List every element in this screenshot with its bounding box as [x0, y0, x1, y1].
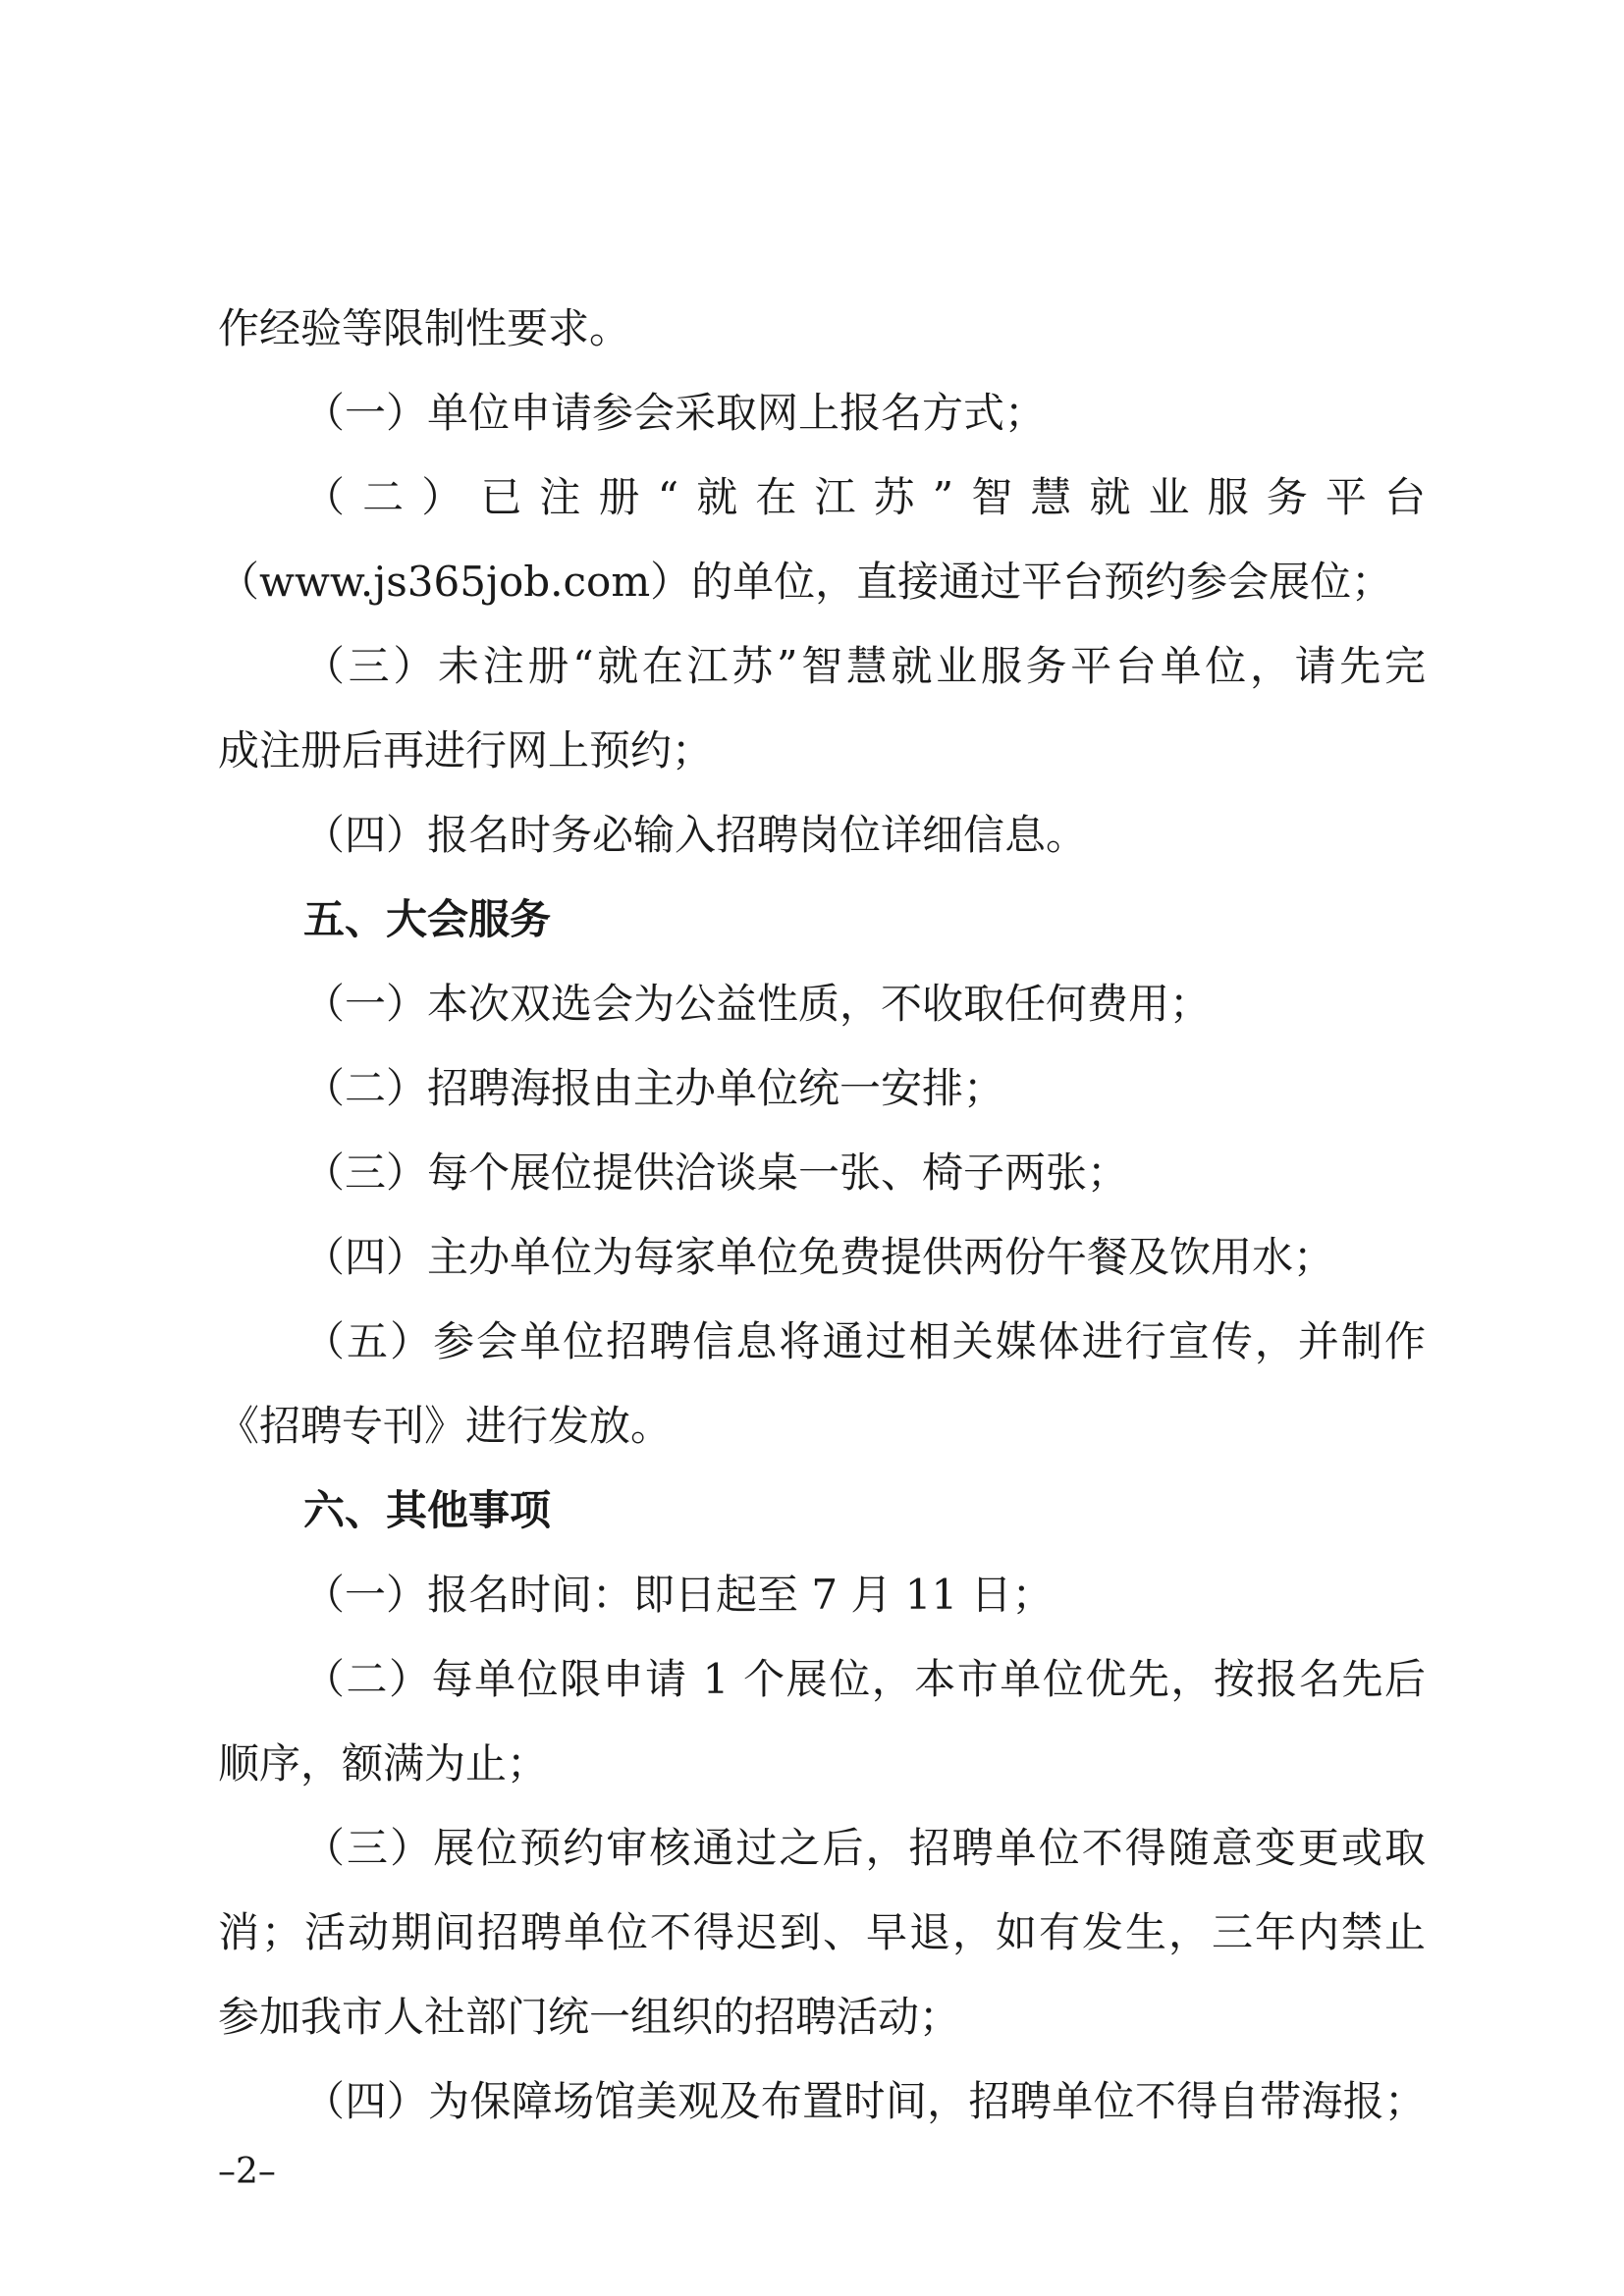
list-item: （五）参会单位招聘信息将通过相关媒体进行宣传，并制作 [303, 1317, 1426, 1365]
list-item: （二）招聘海报由主办单位统一安排； [303, 1064, 1005, 1112]
text-line: 参加我市人社部门统一组织的招聘活动； [218, 1993, 961, 2041]
list-item: （三）展位预约审核通过之后，招聘单位不得随意变更或取 [303, 1824, 1426, 1872]
text-line: （www.js365job.com）的单位，直接通过平台预约参会展位； [218, 558, 1393, 606]
list-item: （一）单位申请参会采取网上报名方式； [303, 389, 1047, 437]
text-line: 消；活动期间招聘单位不得迟到、早退，如有发生，三年内禁止 [218, 1908, 1426, 1956]
page-number: –2– [218, 2152, 276, 2192]
text-line: 顺序，额满为止； [218, 1739, 549, 1788]
list-item: （二）已注册“就在江苏”智慧就业服务平台 [303, 473, 1426, 521]
text-line: 作经验等限制性要求。 [218, 304, 631, 352]
list-item: （一）报名时间：即日起至 7 月 11 日； [303, 1571, 1054, 1619]
list-item: （四）为保障场馆美观及布置时间，招聘单位不得自带海报； [303, 2077, 1426, 2125]
section-heading: 五、大会服务 [303, 895, 552, 943]
list-item: （一）本次双选会为公益性质，不收取任何费用； [303, 980, 1212, 1028]
list-item: （四）报名时务必输入招聘岗位详细信息。 [303, 811, 1088, 859]
list-item: （二）每单位限申请 1 个展位，本市单位优先，按报名先后 [303, 1655, 1426, 1703]
list-item: （三）未注册“就在江苏”智慧就业服务平台单位，请先完 [303, 642, 1426, 690]
text-line: 《招聘专刊》进行发放。 [218, 1402, 673, 1450]
section-heading: 六、其他事项 [303, 1486, 552, 1534]
text-line: 成注册后再进行网上预约； [218, 726, 714, 774]
list-item: （四）主办单位为每家单位免费提供两份午餐及饮用水； [303, 1233, 1335, 1281]
list-item: （三）每个展位提供洽谈桌一张、椅子两张； [303, 1148, 1129, 1197]
